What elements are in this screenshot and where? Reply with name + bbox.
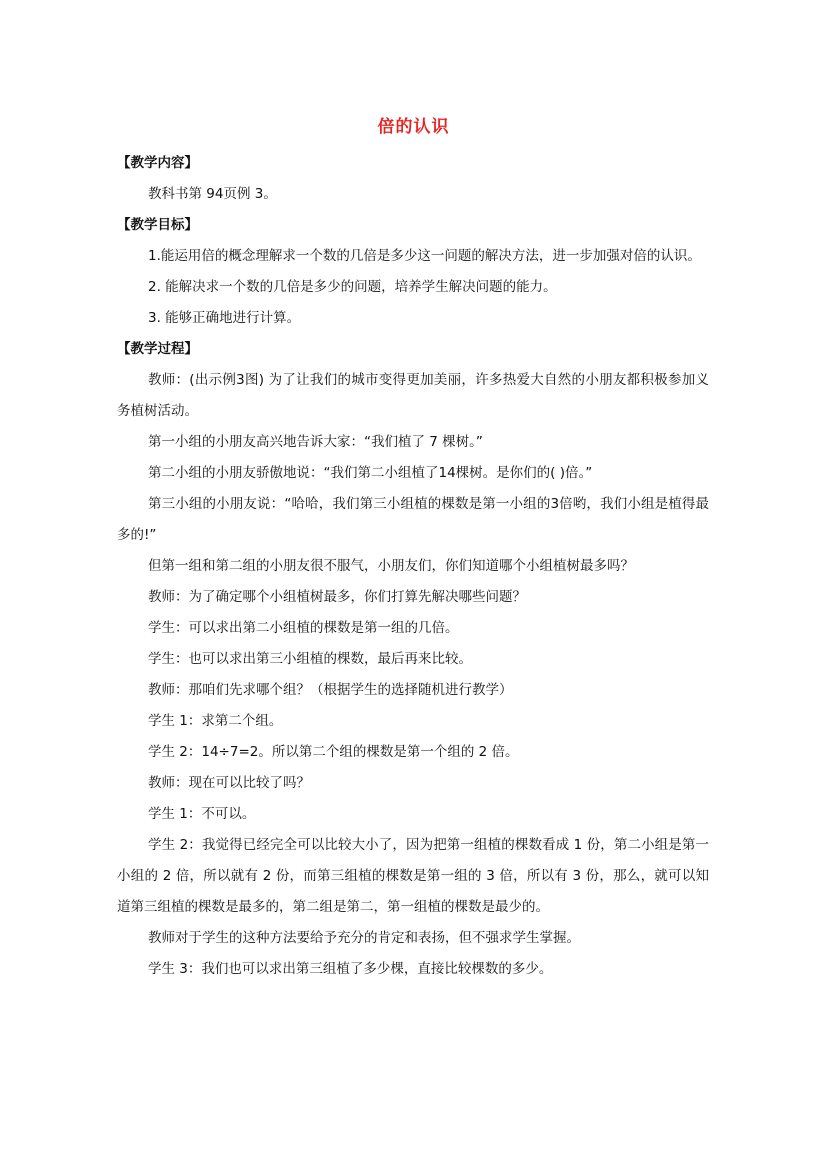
process-paragraph: 教师：现在可以比较了吗？ (148, 775, 310, 791)
process-paragraph: 学生 2：我觉得已经完全可以比较大小了，因为把第一组植的棵数看成 1 份，第二小组是第一小组的 2 倍，所以就有 2 份，而第三组植的棵数是第一组的 3 倍，所以有 3 份，那么，就可以知道第三组植的棵数是最多的，第二组是第二，第一组植的棵数是最少的。 (117, 837, 709, 915)
goal-item: 3. 能够正确地进行计算。 (148, 310, 301, 326)
process-paragraph: 教师对于学生的这种方法要给予充分的肯定和表扬，但不强求学生掌握。 (148, 930, 580, 946)
process-paragraph: 但第一组和第二组的小朋友很不服气，小朋友们，你们知道哪个小组植树最多吗？ (148, 558, 634, 574)
section-heading-process: 【教学过程】 (117, 341, 198, 357)
goal-item: 2. 能解决求一个数的几倍是多少的问题，培养学生解决问题的能力。 (148, 279, 557, 295)
process-paragraph: 第一小组的小朋友高兴地告诉大家：“我们植了 7 棵树。” (148, 434, 483, 450)
process-paragraph: 第二小组的小朋友骄傲地说：“我们第二小组植了14棵树。是你们的( )倍。” (148, 465, 593, 481)
goal-item: 1.能运用倍的概念理解求一个数的几倍是多少这一问题的解决方法，进一步加强对倍的认识。 (148, 248, 701, 264)
process-paragraph: 学生 2：14÷7=2。所以第二个组的棵数是第一个组的 2 倍。 (148, 744, 519, 760)
process-paragraph: 教师：那咱们先求哪个组？（根据学生的选择随机进行教学） (148, 682, 513, 698)
process-paragraph: 学生 1：求第二个组。 (148, 713, 283, 729)
process-paragraph: 学生：可以求出第二小组植的棵数是第一组的几倍。 (148, 620, 459, 636)
section-heading-goals: 【教学目标】 (117, 217, 198, 233)
document-body (117, 148, 709, 985)
process-paragraph: 学生：也可以求出第三小组植的棵数，最后再来比较。 (148, 651, 472, 667)
process-paragraph: 教师：为了确定哪个小组植树最多，你们打算先解决哪些问题？ (148, 589, 526, 605)
content-text: 教科书第 94页例 3。 (148, 186, 277, 202)
section-heading-content: 【教学内容】 (117, 155, 198, 171)
process-paragraph: 教师：(出示例3图) 为了让我们的城市变得更加美丽，许多热爱大自然的小朋友都积极参加义务植树活动。 (117, 372, 709, 419)
process-paragraph: 学生 1：不可以。 (148, 806, 256, 822)
process-paragraph: 第三小组的小朋友说：“哈哈，我们第三小组植的棵数是第一小组的3倍哟，我们小组是植得最多的!” (117, 496, 709, 543)
page-title: 倍的认识 (377, 117, 450, 137)
process-paragraph: 学生 3：我们也可以求出第三组植了多少棵，直接比较棵数的多少。 (148, 961, 553, 977)
